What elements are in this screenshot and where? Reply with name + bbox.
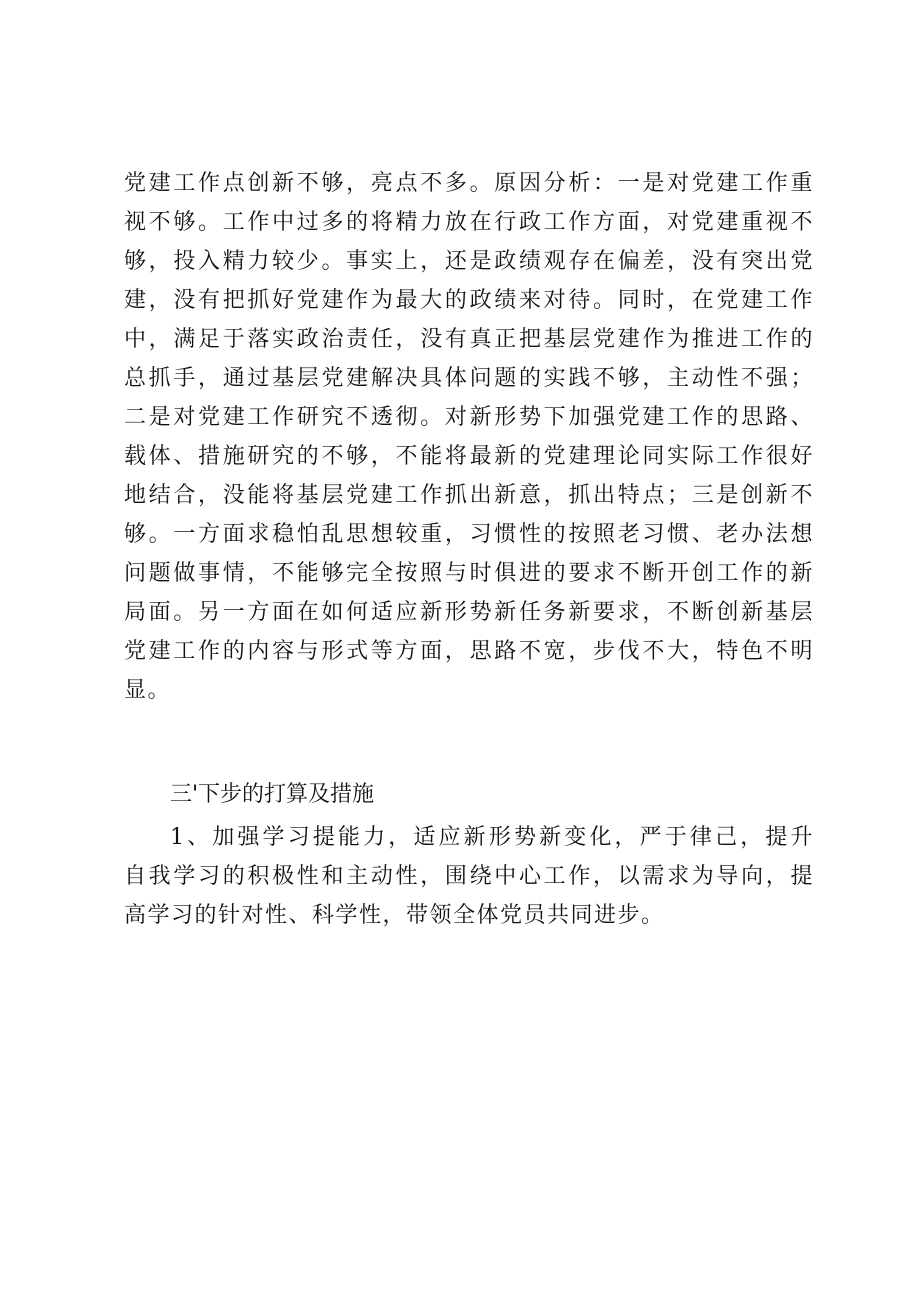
paragraph-line: 建，没有把抓好党建作为最大的政绩来对待。同时，在党建工作 [124, 288, 814, 313]
paragraph-line: 总抓手，通过基层党建解决具体问题的实践不够，主动性不强； [124, 366, 814, 391]
paragraph-line: 够，投入精力较少。事实上，还是政绩观存在偏差，没有突出党 [124, 249, 814, 274]
paragraph-line: 党建工作的内容与形式等方面，思路不宽，步伐不大，特色不明 [124, 639, 814, 664]
paragraph-line: 问题做事情，不能够完全按照与时俱进的要求不断开创工作的新 [124, 561, 814, 586]
measures-paragraph [124, 818, 814, 935]
paragraph-line: 二是对党建工作研究不透彻。对新形势下加强党建工作的思路、 [124, 405, 814, 430]
section-heading: 三'下步的打算及措施 [170, 782, 375, 807]
paragraph-line: 党建工作点创新不够，亮点不多。原因分析：一是对党建工作重 [124, 171, 814, 196]
paragraph-line: 1、加强学习提能力，适应新形势新变化，严于律己，提升 [170, 825, 814, 850]
paragraph-line: 地结合，没能将基层党建工作抓出新意，抓出特点；三是创新不 [124, 483, 814, 508]
paragraph-line: 载体、措施研究的不够，不能将最新的党建理论同实际工作很好 [124, 444, 814, 469]
paragraph-line: 高学习的针对性、科学性，带领全体党员共同进步。 [124, 903, 665, 928]
paragraph-line: 视不够。工作中过多的将精力放在行政工作方面，对党建重视不 [124, 210, 814, 235]
analysis-paragraph [124, 164, 814, 710]
paragraph-line: 够。一方面求稳怕乱思想较重，习惯性的按照老习惯、老办法想 [124, 522, 814, 547]
paragraph-line: 显。 [124, 678, 172, 703]
paragraph-line: 自我学习的积极性和主动性，围绕中心工作，以需求为导向，提 [124, 864, 814, 889]
paragraph-line: 局面。另一方面在如何适应新形势新任务新要求，不断创新基层 [124, 600, 814, 625]
paragraph-line: 中，满足于落实政治责任，没有真正把基层党建作为推进工作的 [124, 327, 814, 352]
